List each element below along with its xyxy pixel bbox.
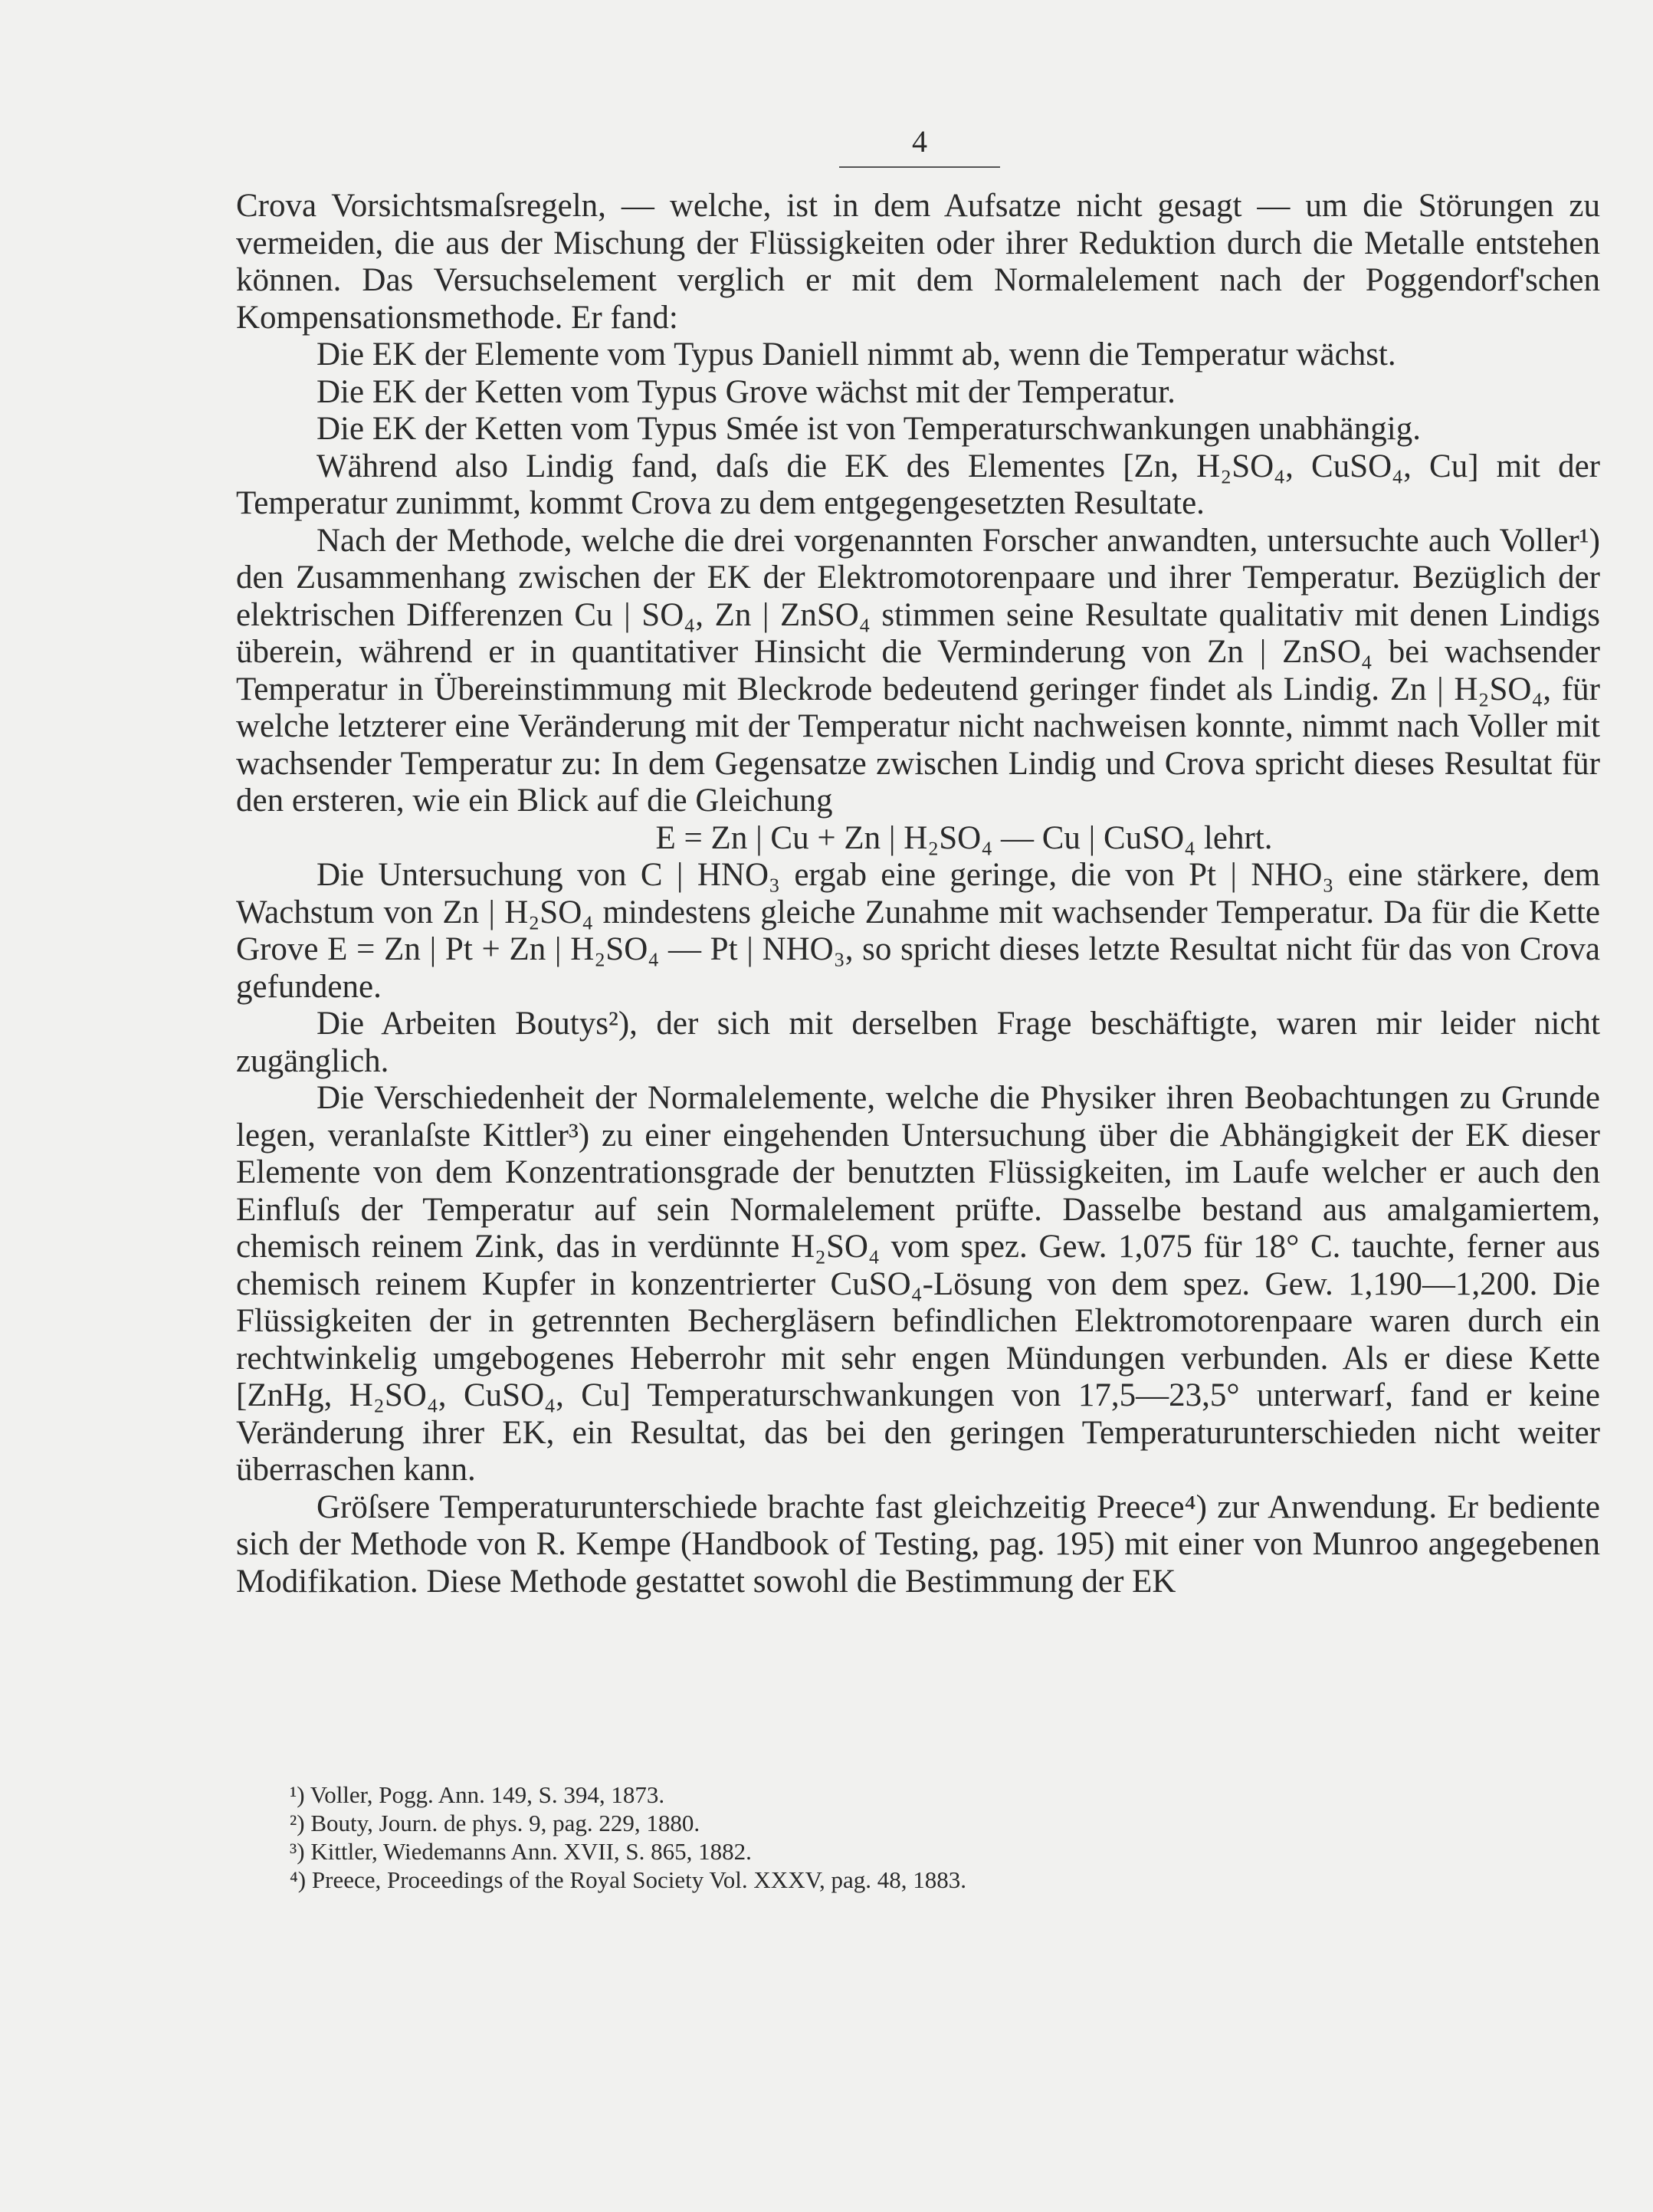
footnote-4: ⁴) Preece, Proceedings of the Royal Society Vol. XXXV, pag. 48, 1883. (290, 1866, 966, 1893)
paragraph-daniell: Die EK der Elemente vom Typus Daniell nimmt ab, wenn die Temperatur wächst. (316, 336, 1396, 372)
equation-line: E = Zn | Cu + Zn | H₂SO₄ — Cu | CuSO₄ lehrt. (655, 819, 1273, 856)
paragraph-voller: Nach der Methode, welche die drei vorgenannten Forscher anwandten, untersuchte auch Voller¹) den Zusammenhang zwischen der EK der Elektromotorenpaare und ihrer Temperatur. Bezüglich der elektrischen Differenzen Cu | SO₄, Zn | ZnSO₄ stimmen seine Resultate qualitativ mit denen Lindigs überein, während er in quantitativer Hinsicht die Verminderung von Zn | ZnSO₄ bei wachsender Temperatur in Übereinstimmung mit Bleckrode bedeutend geringer findet als Lindig. Zn | H₂SO₄, für welche letzterer eine Veränderung mit der Temperatur nicht nachweisen konnte, nimmt nach Voller mit wachsender Temperatur zu: In dem Gegensatze zwischen Lindig und Crova spricht dieses Resultat für den ersteren, wie ein Blick auf die Gleichung (236, 522, 1600, 819)
paragraph-kittler: Die Verschiedenheit der Normalelemente, welche die Physiker ihren Beobachtungen zu Grunde legen, veranlaſste Kittler³) zu einer eingehenden Untersuchung über die Abhängigkeit der EK dieser Elemente von dem Konzentrationsgrade der benutzten Flüssigkeiten, im Laufe welcher er auch den Einfluſs der Temperatur auf sein Normalelement prüfte. Dasselbe bestand aus amalgamiertem, chemisch reinem Zink, das in verdünnte H₂SO₄ vom spez. Gew. 1,075 für 18° C. tauchte, ferner aus chemisch reinem Kupfer in konzentrierter CuSO₄-Lösung von dem spez. Gew. 1,190—1,200. Die Flüssigkeiten der in getrennten Bechergläsern befindlichen Elektromotorenpaare waren durch ein rechtwinkelig umgebogenes Heberrohr mit sehr engen Mündungen verbunden. Als er diese Kette [ZnHg, H₂SO₄, CuSO₄, Cu] Temperaturschwankungen von 17,5—23,5° unterwarf, fand er keine Veränderung ihrer EK, ein Resultat, das bei den geringen Temperaturunterschieden nicht weiter überraschen kann. (236, 1080, 1600, 1488)
paragraph-smee: Die EK der Ketten vom Typus Smée ist von Temperaturschwankungen unabhängig. (316, 411, 1421, 447)
body-text (236, 188, 1600, 1600)
paragraph-hno3: Die Untersuchung von C | HNO₃ ergab eine geringe, die von Pt | NHO₃ eine stärkere, dem Wachstum von Zn | H₂SO₄ mindestens gleiche Zunahme mit wachsender Temperatur. Da für die Kette Grove E = Zn | Pt + Zn | H₂SO₄ — Pt | NHO₃, so spricht dieses letzte Resultat nicht für das von Crova gefundene. (236, 857, 1600, 1005)
paragraph-bouty: Die Arbeiten Boutys²), der sich mit derselben Frage beschäftigte, waren mir leider nicht zugänglich. (236, 1006, 1600, 1079)
paragraph-grove: Die EK der Ketten vom Typus Grove wächst mit der Temperatur. (316, 373, 1176, 410)
footnotes (290, 1780, 1363, 1894)
footnote-2: ²) Bouty, Journ. de phys. 9, pag. 229, 1880. (290, 1810, 700, 1836)
footnote-3: ³) Kittler, Wiedemanns Ann. XVII, S. 865, 1882. (290, 1838, 752, 1865)
page-number: 4 (912, 124, 927, 159)
page-number-rule (839, 166, 1000, 168)
paragraph-crova-intro: Crova Vorsichtsmaſsregeln, — welche, ist in dem Aufsatze nicht gesagt — um die Störungen zu vermeiden, die aus der Mischung der Flüssigkeiten oder ihrer Reduktion durch die Metalle entstehen können. Das Versuchselement verglich er mit dem Normalelement nach der Poggendorf'schen Kompensationsmethode. Er fand: (236, 188, 1600, 336)
footnote-1: ¹) Voller, Pogg. Ann. 149, S. 394, 1873. (290, 1781, 665, 1808)
paragraph-lindig-crova: Während also Lindig fand, daſs die EK des Elementes [Zn, H₂SO₄, CuSO₄, Cu] mit der Temperatur zunimmt, kommt Crova zu dem entgegengesetzten Resultate. (236, 448, 1600, 521)
paragraph-preece: Gröſsere Temperaturunterschiede brachte fast gleichzeitig Preece⁴) zur Anwendung. Er bediente sich der Methode von R. Kempe (Handbook of Testing, pag. 195) mit einer von Munroo angegebenen Modifikation. Diese Methode gestattet sowohl die Bestimmung der EK (236, 1488, 1600, 1600)
